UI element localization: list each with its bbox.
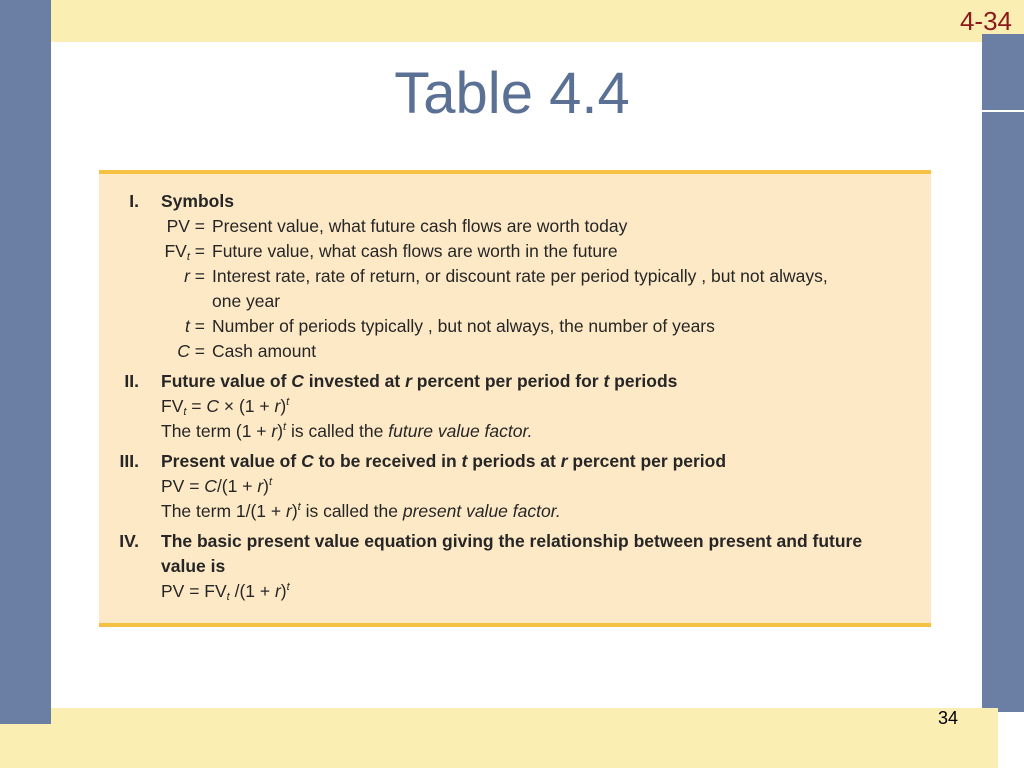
formula-table — [99, 170, 931, 627]
section-numeral: II. — [124, 371, 139, 391]
top-band — [34, 0, 1024, 42]
basic-pv-formula: PV = $FV_t$ $/(1 + r)^t$ — [161, 581, 290, 603]
slide-title: Table 4.4 — [394, 61, 630, 126]
pv-formula: PV = $C/(1 + r)^t$ — [161, 476, 273, 496]
symbol-pv: PV = — [166, 216, 205, 236]
section-heading: Present value of C to be received in t periods at r percent per period — [161, 451, 727, 471]
symbol-t-definition: Number of periods typically , but not always, the number of years — [212, 316, 715, 336]
symbol-c: C = — [177, 341, 205, 361]
fv-formula: $FV_t = C \times (1 + r)^t$ — [161, 396, 290, 418]
symbol-t: t = — [185, 316, 205, 336]
section-heading: The basic present value equation giving the relationship between present and future — [161, 531, 863, 551]
slide-number: 4-34 — [959, 6, 1012, 36]
symbol-fv: $FV_t$ = — [164, 241, 205, 263]
symbol-pv-definition: Present value, what future cash flows are worth today — [212, 216, 628, 236]
right-band — [982, 112, 1024, 712]
bottom-left-band — [0, 724, 51, 768]
symbol-r-definition: Interest rate, rate of return, or discount rate per period typically , but not always, — [212, 266, 828, 286]
section-numeral: IV. — [119, 531, 139, 551]
section-numeral: III. — [119, 451, 139, 471]
symbol-r-definition-cont: one year — [212, 291, 281, 311]
section-heading-cont: value is — [161, 556, 226, 576]
symbol-r: r = — [184, 266, 205, 286]
fv-factor-note: The term $(1 + r)^t$ is called the future value factor. — [161, 421, 533, 441]
bottom-band — [51, 708, 998, 768]
section-heading: Future value of C invested at r percent per period for t periods — [161, 371, 678, 391]
symbol-c-definition: Cash amount — [212, 341, 317, 361]
section-numeral: I. — [129, 191, 139, 211]
pv-factor-note: The term $1/(1 + r)^t$ is called the present value factor. — [161, 501, 561, 521]
section-heading: Symbols — [161, 191, 234, 211]
symbol-fv-definition: Future value, what cash flows are worth in the future — [212, 241, 618, 261]
page-number: 34 — [938, 708, 959, 728]
